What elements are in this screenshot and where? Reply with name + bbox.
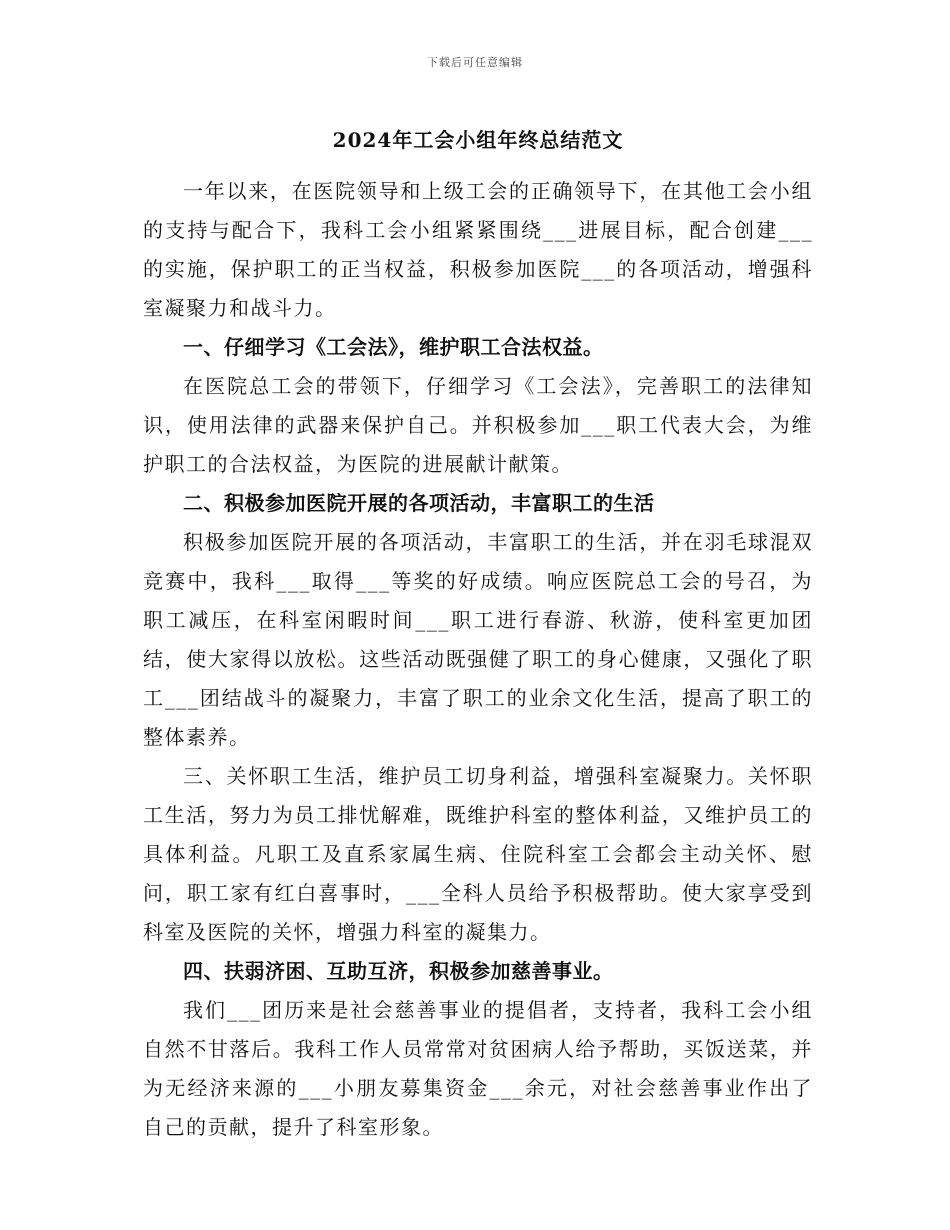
- header-note: 下载后可任意编辑: [427, 56, 523, 69]
- section-heading-1: 一、仔细学习《工会法》，维护职工合法权益。: [183, 335, 604, 359]
- paragraph-section-3: 三、关怀职工生活，维护员工切身利益，增强科室凝聚力。关怀职工生活，努力为员工排忧解难，既维护科室的整体利益，又维护员工的具体利益。凡职工及直系家属生病、住院科室工会都会主动关怀、慰问，职工家有红白喜事时，___全科人员给予积极帮助。使大家享受到科室及医院的关怀，增强力科室的凝集力。: [143, 764, 813, 944]
- paragraph-section-1: 在医院总工会的带领下，仔细学习《工会法》，完善职工的法律知识，使用法律的武器来保护自己。并积极参加___职工代表大会，为维护职工的合法权益，为医院的进展献计献策。: [143, 374, 813, 476]
- section-heading-2: 二、积极参加医院开展的各项活动，丰富职工的生活: [183, 491, 655, 515]
- paragraph-section-4: 我们___团历来是社会慈善事业的提倡者，支持者，我科工会小组自然不甘落后。我科工作人员常常对贫困病人给予帮助，买饭送菜，并为无经济来源的___小朋友募集资金___余元，对社会慈善事业作出了自己的贡献，提升了科室形象。: [143, 998, 813, 1139]
- document-title: 2024年工会小组年终总结范文: [332, 128, 624, 152]
- paragraph-intro: 一年以来，在医院领导和上级工会的正确领导下，在其他工会小组的支持与配合下，我科工会小组紧紧围绕___进展目标，配合创建___的实施，保护职工的正当权益，积极参加医院___的各项活动，增强科室凝聚力和战斗力。: [143, 179, 813, 320]
- document-body: [143, 124, 813, 1147]
- paragraph-section-2: 积极参加医院开展的各项活动，丰富职工的生活，并在羽毛球混双竞赛中，我科___取得___等奖的好成绩。响应医院总工会的号召，为职工减压，在科室闲暇时间___职工进行春游、秋游，使科室更加团结，使大家得以放松。这些活动既强健了职工的身心健康，又强化了职工___团结战斗的凝聚力，丰富了职工的业余文化生活，提高了职工的整体素养。: [143, 530, 813, 749]
- section-heading-4: 四、扶弱济困、互助互济，积极参加慈善事业。: [183, 959, 614, 983]
